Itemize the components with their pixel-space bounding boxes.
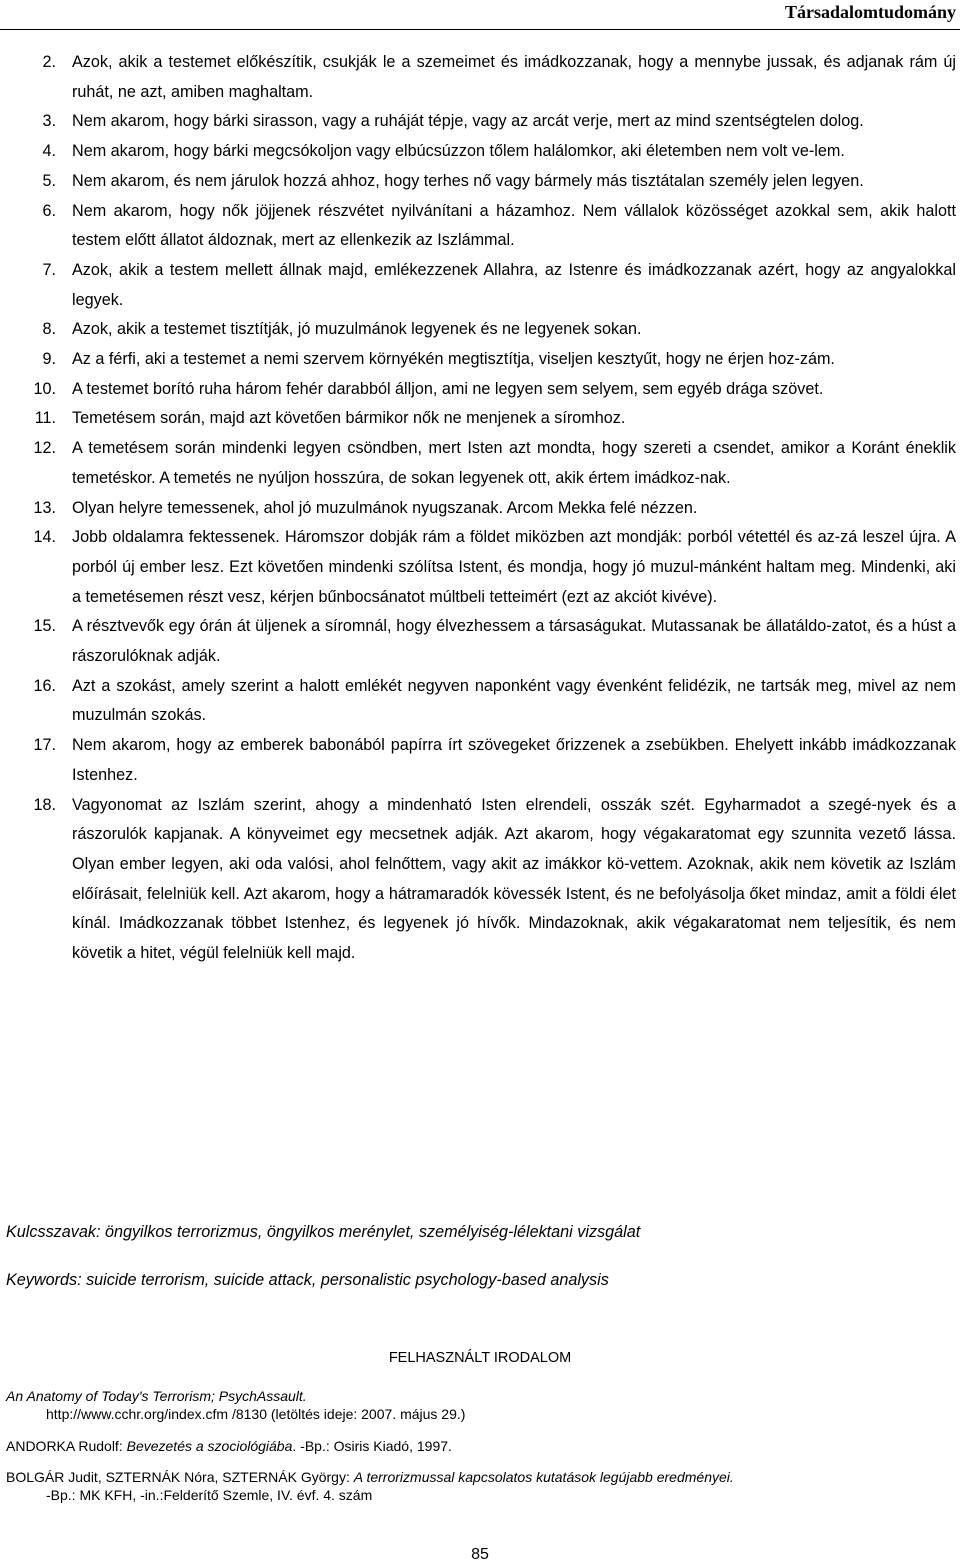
list-item-number: 17. [33, 736, 56, 755]
list-item-text: Nem akarom, és nem járulok hozzá ahhoz, hogy terhes nő vagy bármely más tisztátalan személy jelen legyen. [72, 171, 864, 190]
reference-1-url: http://www.cchr.org/index.cfm /8130 (letöltés ideje: 2007. május 29.) [46, 1406, 466, 1422]
list-item [0, 434, 956, 493]
list-item-number: 7. [42, 260, 56, 279]
running-header: Társadalomtudomány [784, 2, 956, 22]
list-item-number: 8. [42, 320, 56, 339]
list-item-number: 6. [42, 201, 56, 220]
list-item-text: Nem akarom, hogy bárki sirasson, vagy a ruháját tépje, vagy az arcát verje, mert az mind szentségtelen dolog. [72, 112, 864, 131]
list-item-text: Nem akarom, hogy nők jöjjenek részvétet nyilvánítani a házamhoz. Nem vállalok közösséget azokkal sem, akik halott testem előtt állatot áldoznak, mert az ellenkezik az Iszlámmal. [72, 201, 956, 250]
list-item-text: Temetésem során, majd azt követően bármikor nők ne menjenek a síromhoz. [72, 409, 626, 428]
list-item-number: 10. [33, 379, 56, 398]
list-item [0, 107, 956, 137]
reference-3-rest: -Bp.: MK KFH, -in.:Felderítő Szemle, IV. évf. 4. szám [46, 1487, 373, 1503]
list-item [0, 375, 956, 405]
list-item-text: Jobb oldalamra fektessenek. Háromszor dobják rám a földet miközben azt mondják: porból vétettél és az-zá leszel újra. A porból új ember lesz. Ezt követően mindenki szólítsa Istent, és mondja, hogy jó muzul-mánként haltam meg. Mindenki, aki a temetésemen részt vesz, kérjen bűnbocsánatot múltbeli tetteimért (ezt az akciót kivéve). [72, 528, 956, 606]
list-item-number: 12. [33, 439, 56, 458]
list-item-number: 3. [42, 112, 56, 131]
list-item-number: 4. [42, 142, 56, 161]
list-item-number: 13. [33, 498, 56, 517]
reference-2-rest: . -Bp.: Osiris Kiadó, 1997. [292, 1438, 452, 1454]
list-item-number: 9. [42, 350, 56, 369]
list-item [0, 137, 956, 167]
reference-2-title: Bevezetés a szociológiába [126, 1438, 293, 1454]
list-item [0, 612, 956, 671]
list-item [0, 256, 956, 315]
list-item-text: Nem akarom, hogy bárki megcsókoljon vagy elbúcsúzzon tőlem halálomkor, aki életemben nem volt ve-lem. [72, 142, 845, 161]
page-number: 85 [471, 1546, 489, 1563]
references-title: FELHASZNÁLT IRODALOM [388, 1350, 572, 1366]
header-rule [0, 29, 960, 30]
list-item-number: 11. [34, 409, 56, 428]
list-item [0, 197, 956, 256]
list-item [0, 494, 956, 524]
list-item [0, 731, 956, 790]
list-item-text: Azt a szokást, amely szerint a halott emlékét negyven naponként vagy évenként felidézik, ne tartsák meg, mivel az nem muzulmán szokás. [72, 676, 956, 725]
keywords-english: Keywords: suicide terrorism, suicide attack, personalistic psychology-based analysis [6, 1271, 609, 1289]
reference-2-author: ANDORKA Rudolf: [6, 1438, 127, 1454]
list-item-text: Olyan helyre temessenek, ahol jó muzulmánok nyugszanak. Arcom Mekka felé nézzen. [72, 498, 698, 517]
list-item [0, 404, 956, 434]
list-item [0, 315, 956, 345]
reference-3-title: A terrorizmussal kapcsolatos kutatások legújabb eredményei. [353, 1469, 734, 1485]
list-item-number: 18. [33, 795, 56, 814]
list-item [0, 523, 956, 612]
list-item-number: 5. [42, 171, 56, 190]
keywords-hungarian: Kulcsszavak: öngyilkos terrorizmus, öngyilkos merénylet, személyiség-lélektani vizsgálat [6, 1223, 641, 1241]
will-items-list [0, 48, 956, 969]
list-item-text: Az a férfi, aki a testemet a nemi szervem környékén megtisztítja, viseljen kesztyűt, hogy ne érjen hoz-zám. [72, 350, 835, 369]
list-item [0, 345, 956, 375]
list-item-text: A résztvevők egy órán át üljenek a síromnál, hogy élvezhessem a társaságukat. Mutassanak be állatáldo-zatot, és a húst a rászorulóknak adják. [72, 617, 956, 666]
list-item-text: Azok, akik a testem mellett állnak majd, emlékezzenek Allahra, az Istenre és imádkozzanak azért, hogy az angyalokkal legyek. [72, 260, 956, 309]
list-item-number: 16. [33, 676, 56, 695]
list-item-text: Azok, akik a testemet tisztítják, jó muzulmánok legyenek és ne legyenek sokan. [72, 320, 642, 339]
list-item-number: 14. [33, 528, 56, 547]
list-item-text: A temetésem során mindenki legyen csöndben, mert Isten azt mondta, hogy szereti a csendet, amikor a Koránt éneklik temetéskor. A temetés ne nyúljon hosszúra, de sokan legyenek ott, akik értem imádkoz-nak. [72, 439, 956, 487]
reference-1 [6, 1387, 946, 1423]
list-item [0, 48, 956, 107]
reference-1-title: An Anatomy of Today's Terrorism; PsychAssault. [6, 1388, 307, 1404]
list-item [0, 167, 956, 197]
list-item [0, 672, 956, 731]
list-item-text: Nem akarom, hogy az emberek babonából papírra írt szövegeket őrizzenek a zsebükben. Ehelyett inkább imádkozzanak Istenhez. [72, 736, 956, 784]
list-item-number: 2. [42, 53, 56, 71]
list-item-number: 15. [33, 617, 56, 636]
reference-3-author: BOLGÁR Judit, SZTERNÁK Nóra, SZTERNÁK György: [6, 1469, 354, 1485]
reference-3 [6, 1468, 946, 1504]
list-item [0, 791, 956, 969]
reference-2 [6, 1437, 946, 1455]
list-item-text: Azok, akik a testemet előkészítik, csukják le a szemeimet és imádkozzanak, hogy a mennybe jussak, és adjanak rám új ruhát, ne azt, amiben maghaltam. [72, 53, 956, 101]
list-item-text: Vagyonomat az Iszlám szerint, ahogy a mindenható Isten elrendeli, osszák szét. Egyharmadot a szegé-nyek és a rászorulók kapjanak. A könyveimet egy mecsetnek adják. Azt akarom, hogy végakaratomat egy szunnita vezető lássa. Olyan ember legyen, aki oda valósi, ahol felnőttem, vagy akit az imákkor kö-vettem. Azoknak, akik nem követik az Iszlám előírásait, felelniük kell. Azt akarom, hogy a hátramaradók kövessék Istent, és ne befolyásolja őket mindaz, amit a földi élet kínál. Imádkozzanak többet Istenhez, és legyenek jó hívők. Mindazoknak, akik végakaratomat nem teljesítik, és nem követik a hitet, végül felelniük kell majd. [72, 795, 956, 963]
list-item-text: A testemet borító ruha három fehér darabból álljon, ami ne legyen sem selyem, sem egyéb drága szövet. [72, 379, 824, 398]
